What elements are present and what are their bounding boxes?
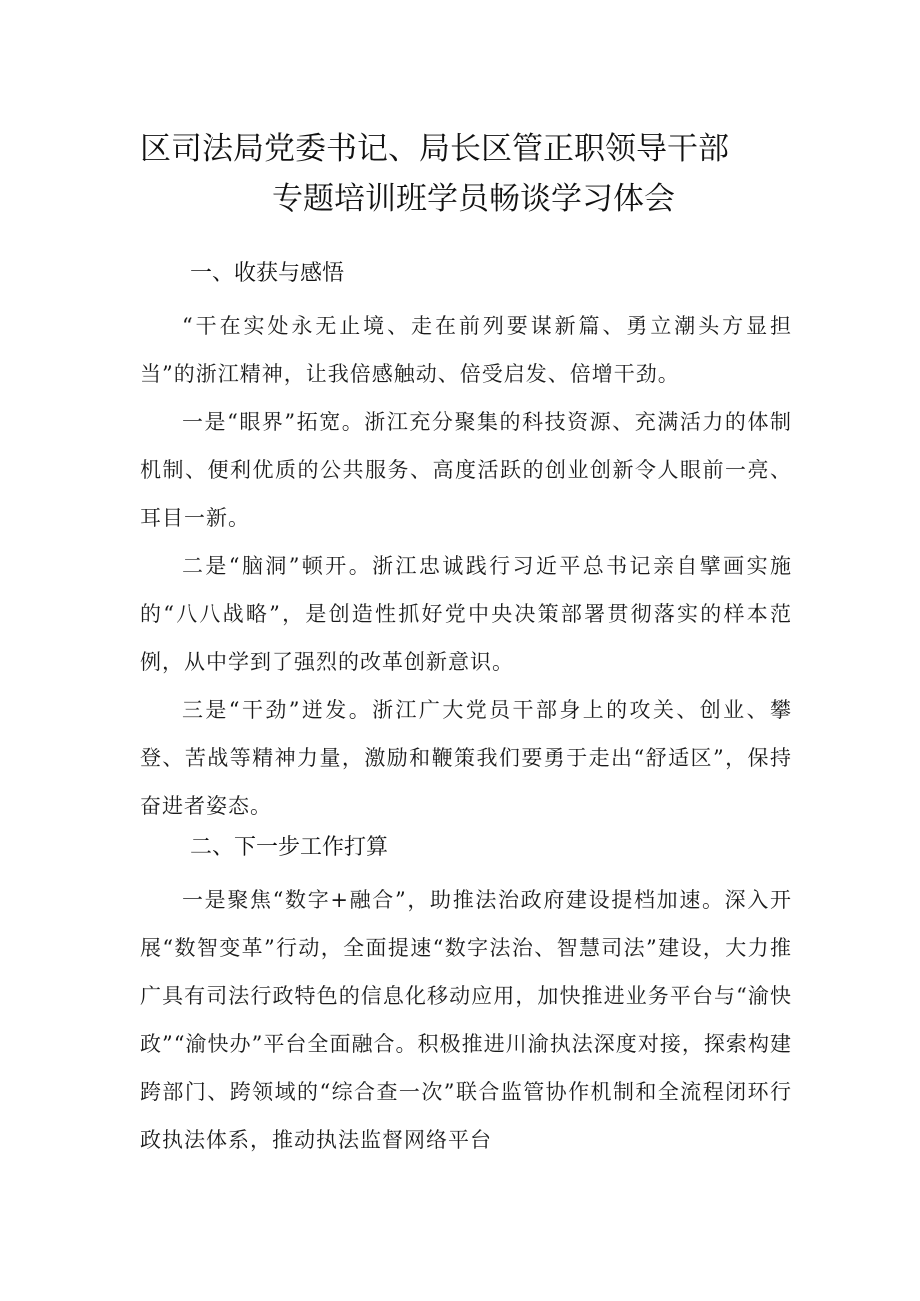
document-title-line-1: 区司法局党委书记、局长区管正职领导干部 bbox=[140, 131, 729, 167]
paragraph-point-horizon: 一是“眼界”拓宽。浙江充分聚集的科技资源、充满活力的体制机制、便利优质的公共服务、高度活跃的创业创新令人眼前一亮、耳目一新。 bbox=[140, 410, 792, 530]
paragraph-point-mindset: 二是“脑洞”顿开。浙江忠诚践行习近平总书记亲自擘画实施的“八八战略”，是创造性抓好党中央决策部署贯彻落实的样本范例，从中学到了强烈的改革创新意识。 bbox=[140, 554, 792, 674]
section-heading-next-steps: 二、下一步工作打算 bbox=[190, 835, 389, 860]
section-heading-harvest: 一、收获与感悟 bbox=[190, 261, 345, 286]
paragraph-point-energy: 三是“干劲”迸发。浙江广大党员干部身上的攻关、创业、攀登、苦战等精神力量，激励和鞭策我们要勇于走出“舒适区”，保持奋进者姿态。 bbox=[140, 698, 792, 818]
document-title-line-2: 专题培训班学员畅谈学习体会 bbox=[272, 181, 675, 217]
paragraph-digital-integration: 一是聚焦“数字+融合”，助推法治政府建设提档加速。深入开展“数智变革”行动，全面提速“数字法治、智慧司法”建设，大力推广具有司法行政特色的信息化移动应用，加快推进业务平台与“渝快政”“渝快办”平台全面融合。积极推进川渝执法深度对接，探索构建跨部门、跨领域的“综合查一次”联合监管协作机制和全流程闭环行政执法体系，推动执法监督网络平台 bbox=[140, 888, 792, 1152]
paragraph-intro: “干在实处永无止境、走在前列要谋新篇、勇立潮头方显担当”的浙江精神，让我倍感触动、倍受启发、倍增干劲。 bbox=[140, 314, 792, 386]
